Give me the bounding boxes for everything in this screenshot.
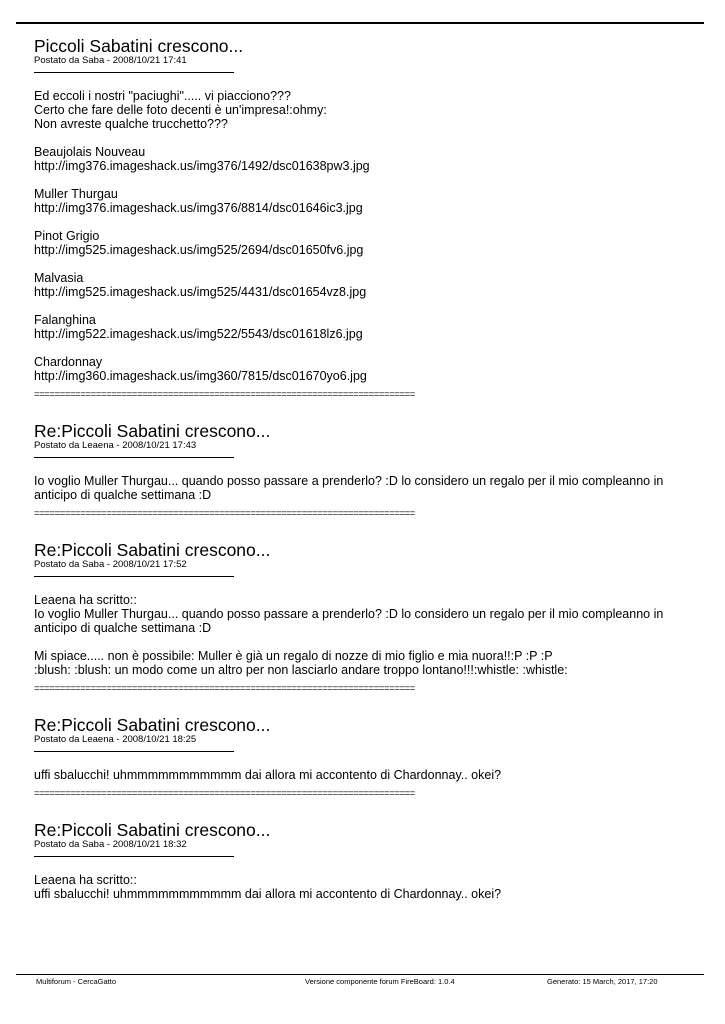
post-paragraph: Io voglio Muller Thurgau... quando posso passare a prenderlo? :D lo considero un regalo per il mio compleanno in anticipo di qualche settimana :D bbox=[34, 474, 664, 502]
post-body bbox=[34, 768, 694, 782]
meta-divider bbox=[34, 856, 234, 857]
post-paragraph: Pinot Grigio http://img525.imageshack.us/img525/2694/dsc01650fv6.jpg bbox=[34, 229, 364, 257]
footer-generated: Generato: 15 March, 2017, 17:20 bbox=[547, 977, 658, 986]
footer-rule bbox=[16, 974, 704, 975]
footer-version: Versione componente forum FireBoard: 1.0.4 bbox=[305, 977, 455, 986]
meta-divider bbox=[34, 457, 234, 458]
post-body bbox=[34, 474, 694, 502]
post-separator: ========================================================================== bbox=[34, 788, 415, 799]
post bbox=[34, 540, 694, 695]
post-separator: ========================================================================== bbox=[34, 389, 415, 400]
post bbox=[34, 820, 694, 901]
post-meta: Postato da Saba - 2008/10/21 17:41 bbox=[34, 55, 187, 66]
post-title: Re:Piccoli Sabatini crescono... bbox=[34, 540, 271, 560]
post-body bbox=[34, 593, 694, 677]
quoted-text: Leaena ha scritto:: uffi sbalucchi! uhmmmmmmmmmmm dai allora mi accontento di Chardonnay.. okei? bbox=[34, 873, 502, 901]
quoted-text: Leaena ha scritto:: Io voglio Muller Thurgau... quando posso passare a prenderlo? :D lo considero un regalo per il mio compleanno in anticipo di qualche settimana :D bbox=[34, 593, 664, 635]
post-title: Re:Piccoli Sabatini crescono... bbox=[34, 421, 271, 441]
meta-divider bbox=[34, 751, 234, 752]
post-separator: ========================================================================== bbox=[34, 683, 415, 694]
post-title: Re:Piccoli Sabatini crescono... bbox=[34, 820, 271, 840]
post-title: Piccoli Sabatini crescono... bbox=[34, 36, 244, 56]
post-meta: Postato da Leaena - 2008/10/21 18:25 bbox=[34, 734, 197, 745]
footer-site-name: Multiforum - CercaGatto bbox=[36, 977, 117, 986]
meta-divider bbox=[34, 576, 234, 577]
post-paragraph: Malvasia http://img525.imageshack.us/img525/4431/dsc01654vz8.jpg bbox=[34, 271, 367, 299]
post-separator: ========================================================================== bbox=[34, 508, 415, 519]
top-rule bbox=[16, 22, 704, 24]
post-meta: Postato da Saba - 2008/10/21 18:32 bbox=[34, 839, 187, 850]
post bbox=[34, 421, 694, 520]
post-paragraph: Ed eccoli i nostri "paciughi"..... vi piacciono??? Certo che fare delle foto decenti è un'impresa!:ohmy: Non avreste qualche trucchetto??? bbox=[34, 89, 327, 131]
post-title: Re:Piccoli Sabatini crescono... bbox=[34, 715, 271, 735]
post-body bbox=[34, 873, 694, 901]
post-meta: Postato da Leaena - 2008/10/21 17:43 bbox=[34, 440, 197, 451]
post-paragraph: Chardonnay http://img360.imageshack.us/img360/7815/dsc01670yo6.jpg bbox=[34, 355, 367, 383]
meta-divider bbox=[34, 72, 234, 73]
post-body bbox=[34, 89, 694, 383]
post-paragraph: Muller Thurgau http://img376.imageshack.us/img376/8814/dsc01646ic3.jpg bbox=[34, 187, 363, 215]
post-paragraph: Mi spiace..... non è possibile: Muller è già un regalo di nozze di mio figlio e mia nuora!!:P :P :P :blush: :blush: un modo come un altro per non lasciarlo andare troppo lontano!!!:whistle: :whistle: bbox=[34, 649, 568, 677]
post-meta: Postato da Saba - 2008/10/21 17:52 bbox=[34, 559, 187, 570]
page-footer bbox=[0, 977, 725, 989]
post-paragraph: Beaujolais Nouveau http://img376.imageshack.us/img376/1492/dsc01638pw3.jpg bbox=[34, 145, 370, 173]
post-paragraph: uffi sbalucchi! uhmmmmmmmmmmm dai allora mi accontento di Chardonnay.. okei? bbox=[34, 768, 502, 782]
post bbox=[34, 36, 694, 401]
post bbox=[34, 715, 694, 800]
post-paragraph: Falanghina http://img522.imageshack.us/img522/5543/dsc01618lz6.jpg bbox=[34, 313, 363, 341]
post-list bbox=[34, 36, 694, 901]
